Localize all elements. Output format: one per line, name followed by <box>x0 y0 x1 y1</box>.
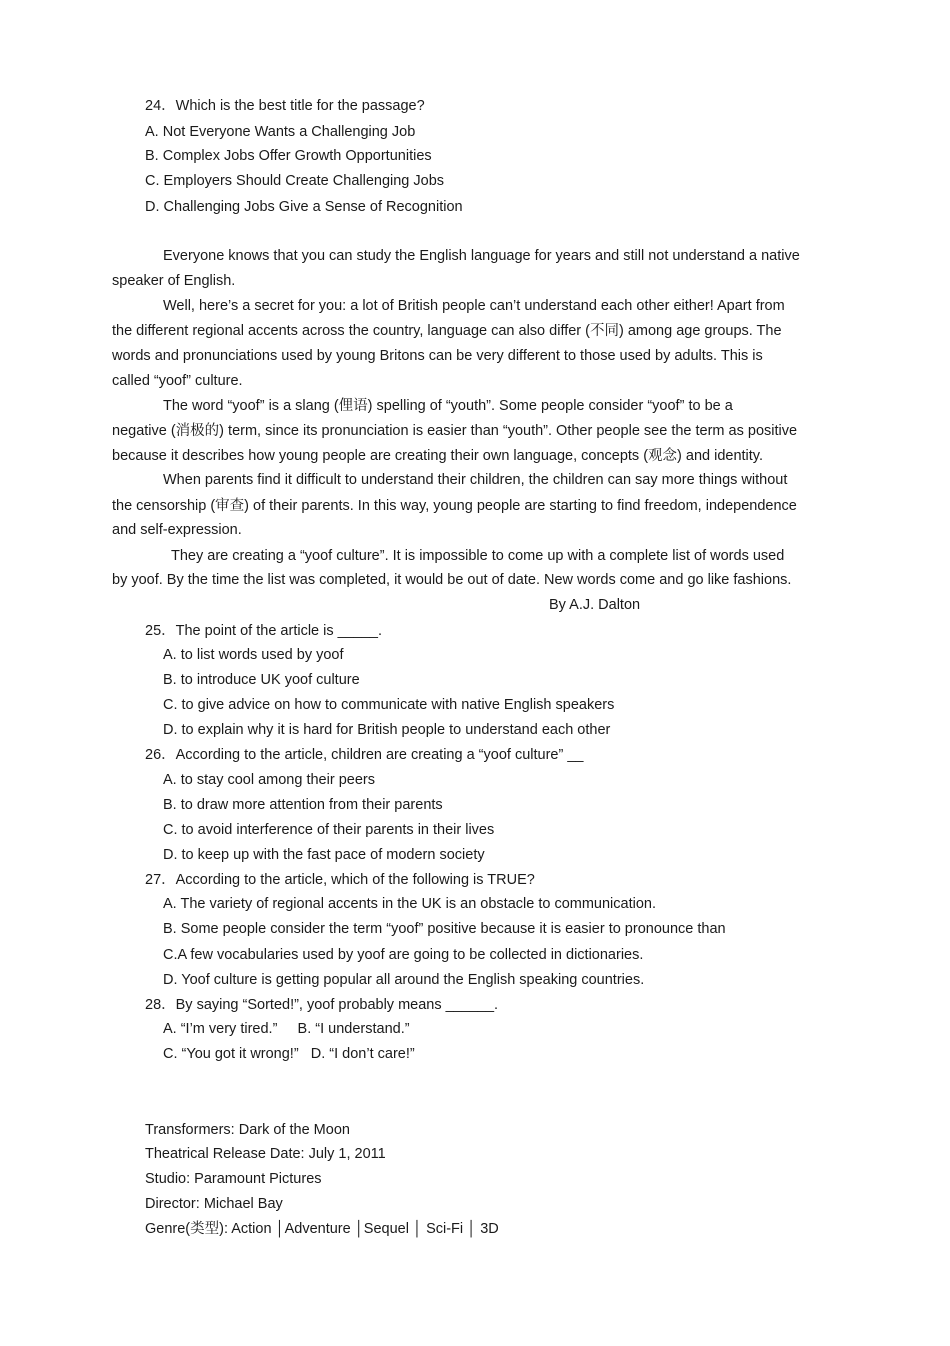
passage-line: words and pronunciations used by young Britons can be very different to those used by adults. This is <box>112 348 763 364</box>
passage-author: By A.J. Dalton <box>549 597 641 613</box>
passage-line: the different regional accents across the country, language can also differ (不同) among age groups. The <box>112 323 782 339</box>
passage-line: called “yoof” culture. <box>112 373 243 389</box>
q24-option-d: D. Challenging Jobs Give a Sense of Recognition <box>145 199 463 215</box>
q26-option-b: B. to draw more attention from their parents <box>163 797 443 813</box>
passage-line: because it describes how young people are creating their own language, concepts (观念) and identity. <box>112 448 764 464</box>
passage-line: and self-expression. <box>112 522 242 538</box>
q27-option-d: D. Yoof culture is getting popular all around the English speaking countries. <box>163 972 645 988</box>
movie-studio: Studio: Paramount Pictures <box>145 1171 322 1187</box>
q28-options-row-2: C. “You got it wrong!” D. “I don’t care!” <box>163 1046 415 1062</box>
passage-line: The word “yoof” is a slang (俚语) spelling of “youth”. Some people consider “yoof” to be a <box>163 398 733 414</box>
q25-question: 25．The point of the article is _____. <box>145 623 382 639</box>
passage-line: They are creating a “yoof culture”. It is impossible to come up with a complete list of words used <box>171 548 785 564</box>
passage-line: Everyone knows that you can study the English language for years and still not understand a native <box>163 248 800 264</box>
q26-question: 26．According to the article, children are creating a “yoof culture” __ <box>145 747 584 763</box>
passage-line: the censorship (审查) of their parents. In this way, young people are starting to find freedom, independence <box>112 498 797 514</box>
q26-option-c: C. to avoid interference of their parents in their lives <box>163 822 495 838</box>
passage-line: speaker of English. <box>112 273 236 289</box>
q28-question: 28．By saying “Sorted!”, yoof probably means ______. <box>145 997 499 1013</box>
q27-option-a: A. The variety of regional accents in the UK is an obstacle to communication. <box>163 896 656 912</box>
q25-option-a: A. to list words used by yoof <box>163 647 344 663</box>
passage-line: Well, here’s a secret for you: a lot of British people can’t understand each other either! Apart from <box>163 298 785 314</box>
q28-options-row-1: A. “I’m very tired.” B. “I understand.” <box>163 1021 410 1037</box>
q25-option-d: D. to explain why it is hard for British people to understand each other <box>163 722 611 738</box>
movie-genre: Genre(类型): Action │Adventure │Sequel │ Sci-Fi │ 3D <box>145 1221 499 1237</box>
movie-director: Director: Michael Bay <box>145 1196 283 1212</box>
q25-option-b: B. to introduce UK yoof culture <box>163 672 360 688</box>
movie-title: Transformers: Dark of the Moon <box>145 1122 350 1138</box>
q25-option-c: C. to give advice on how to communicate with native English speakers <box>163 697 615 713</box>
q27-option-b: B. Some people consider the term “yoof” positive because it is easier to pronounce than <box>163 921 726 937</box>
passage-line: by yoof. By the time the list was completed, it would be out of date. New words come and go like fashions. <box>112 572 792 588</box>
q24-option-c: C. Employers Should Create Challenging Jobs <box>145 173 445 189</box>
passage-line: negative (消极的) term, since its pronunciation is easier than “youth”. Other people see the term as positive <box>112 423 798 439</box>
q27-option-c: C.A few vocabularies used by yoof are going to be collected in dictionaries. <box>163 947 644 963</box>
q26-option-a: A. to stay cool among their peers <box>163 772 375 788</box>
q26-option-d: D. to keep up with the fast pace of modern society <box>163 847 485 863</box>
q24-option-b: B. Complex Jobs Offer Growth Opportunities <box>145 148 432 164</box>
passage-line: When parents find it difficult to understand their children, the children can say more things without <box>163 472 788 488</box>
q27-question: 27．According to the article, which of the following is TRUE? <box>145 872 535 888</box>
q24-question: 24．Which is the best title for the passage? <box>145 98 425 114</box>
movie-release-date: Theatrical Release Date: July 1, 2011 <box>145 1146 386 1162</box>
q24-option-a: A. Not Everyone Wants a Challenging Job <box>145 124 416 140</box>
